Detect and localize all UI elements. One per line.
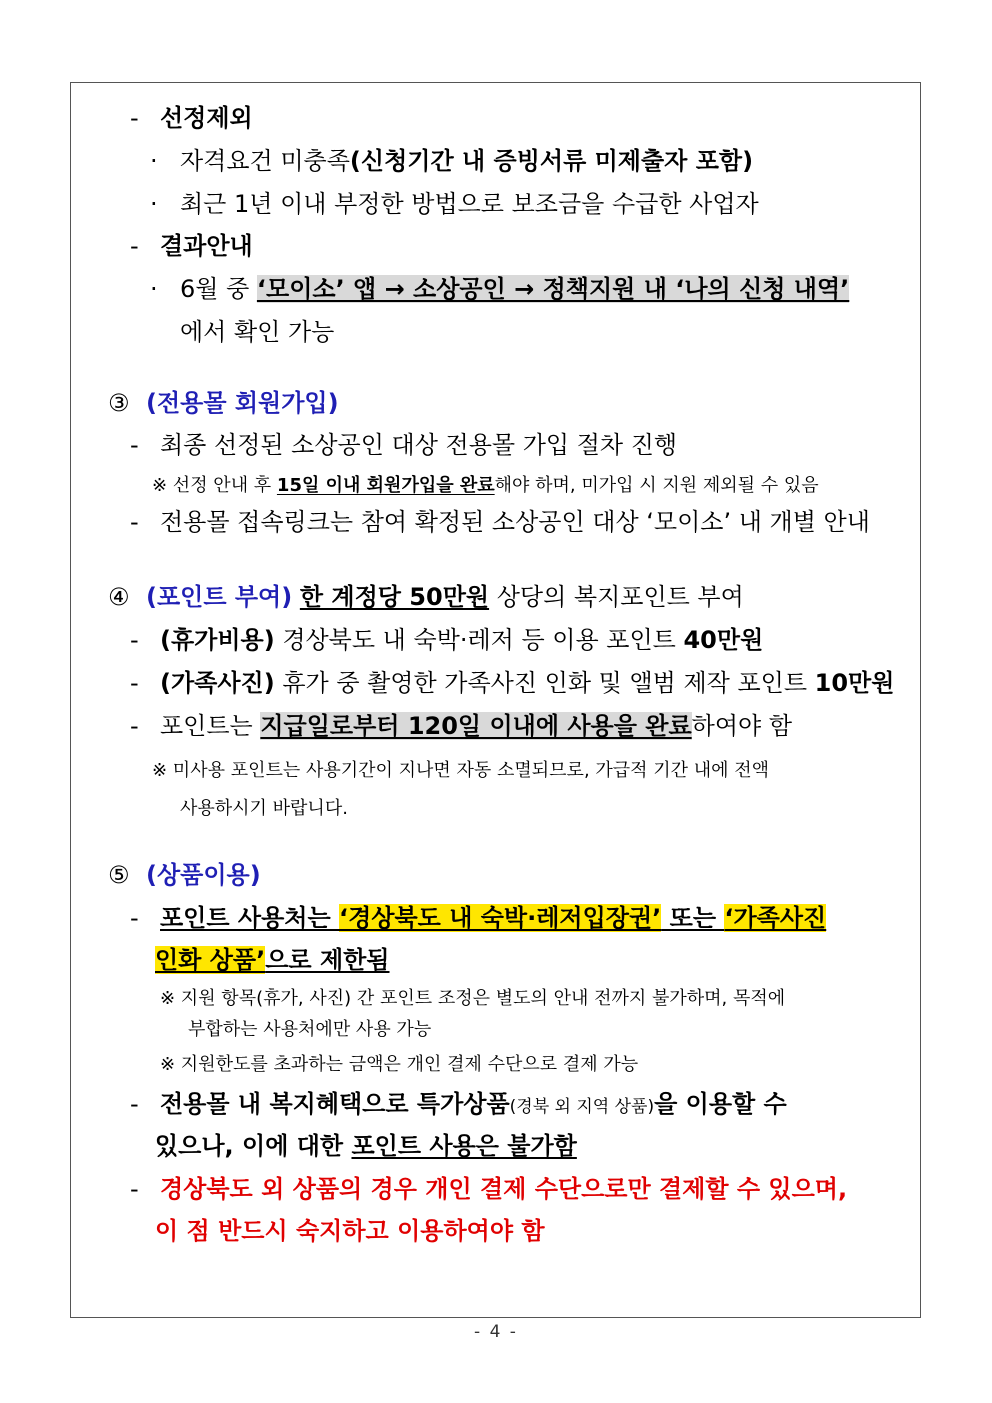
result-item: · 6월 중 ‘모이소’ 앱 → 소상공인 → 정책지원 내 ‘나의 신청 내역’ [150, 275, 850, 303]
section5-heading: ⑤ (상품이용) [108, 861, 261, 889]
section3-heading: ③ (전용몰 회원가입) [108, 389, 339, 417]
exclusion-heading: - 선정제외 [130, 104, 253, 132]
result-item-cont: 에서 확인 가능 [180, 318, 335, 346]
section5-note-1-cont: 부합하는 사용처에만 사용 가능 [188, 1019, 432, 1040]
section4-point-deadline: - 포인트는 지급일로부터 120일 이내에 사용을 완료하여야 함 [130, 712, 793, 740]
exclusion-item-1: · 자격요건 미충족(신청기간 내 증빙서류 미제출자 포함) [150, 147, 754, 175]
section5-warning: - 경상북도 외 상품의 경우 개인 결제 수단으로만 결제할 수 있으며, [130, 1175, 848, 1203]
section5-warning-cont: 이 점 반드시 숙지하고 이용하여야 함 [155, 1217, 545, 1245]
section5-usage-cont: 인화 상품’으로 제한됨 [155, 946, 390, 974]
section3-note: ※ 선정 안내 후 15일 이내 회원가입을 완료해야 하며, 미가입 시 지원 제외될 수 있음 [152, 475, 819, 496]
section3-line-1: - 최종 선정된 소상공인 대상 전용몰 가입 절차 진행 [130, 431, 678, 459]
section5-note-1: ※ 지원 항목(휴가, 사진) 간 포인트 조정은 별도의 안내 전까지 불가하며, 목적에 [160, 988, 786, 1009]
section4-note-1: ※ 미사용 포인트는 사용기간이 지나면 자동 소멸되므로, 가급적 기간 내에 전액 [152, 760, 770, 781]
section4-family-photo: - (가족사진) 휴가 중 촬영한 가족사진 인화 및 앨범 제작 포인트 10만원 [130, 669, 895, 697]
result-heading: - 결과안내 [130, 232, 253, 260]
section5-mall: - 전용몰 내 복지혜택으로 특가상품(경북 외 지역 상품)을 이용할 수 [130, 1090, 787, 1118]
page-number: - 4 - [474, 1322, 518, 1342]
exclusion-item-2: · 최근 1년 이내 부정한 방법으로 보조금을 수급한 사업자 [150, 190, 759, 218]
section5-mall-cont: 있으나, 이에 대한 포인트 사용은 불가함 [155, 1132, 577, 1160]
section4-heading: ④ (포인트 부여) 한 계정당 50만원 상당의 복지포인트 부여 [108, 583, 744, 611]
section4-vacation: - (휴가비용) 경상북도 내 숙박·레저 등 이용 포인트 40만원 [130, 626, 764, 654]
section5-usage: - 포인트 사용처는 ‘경상북도 내 숙박·레저입장권’ 또는 ‘가족사진 [130, 904, 827, 932]
section4-note-2: 사용하시기 바랍니다. [180, 798, 348, 819]
section5-note-2: ※ 지원한도를 초과하는 금액은 개인 결제 수단으로 결제 가능 [160, 1054, 639, 1075]
section3-line-2: - 전용몰 접속링크는 참여 확정된 소상공인 대상 ‘모이소’ 내 개별 안내 [130, 508, 870, 536]
